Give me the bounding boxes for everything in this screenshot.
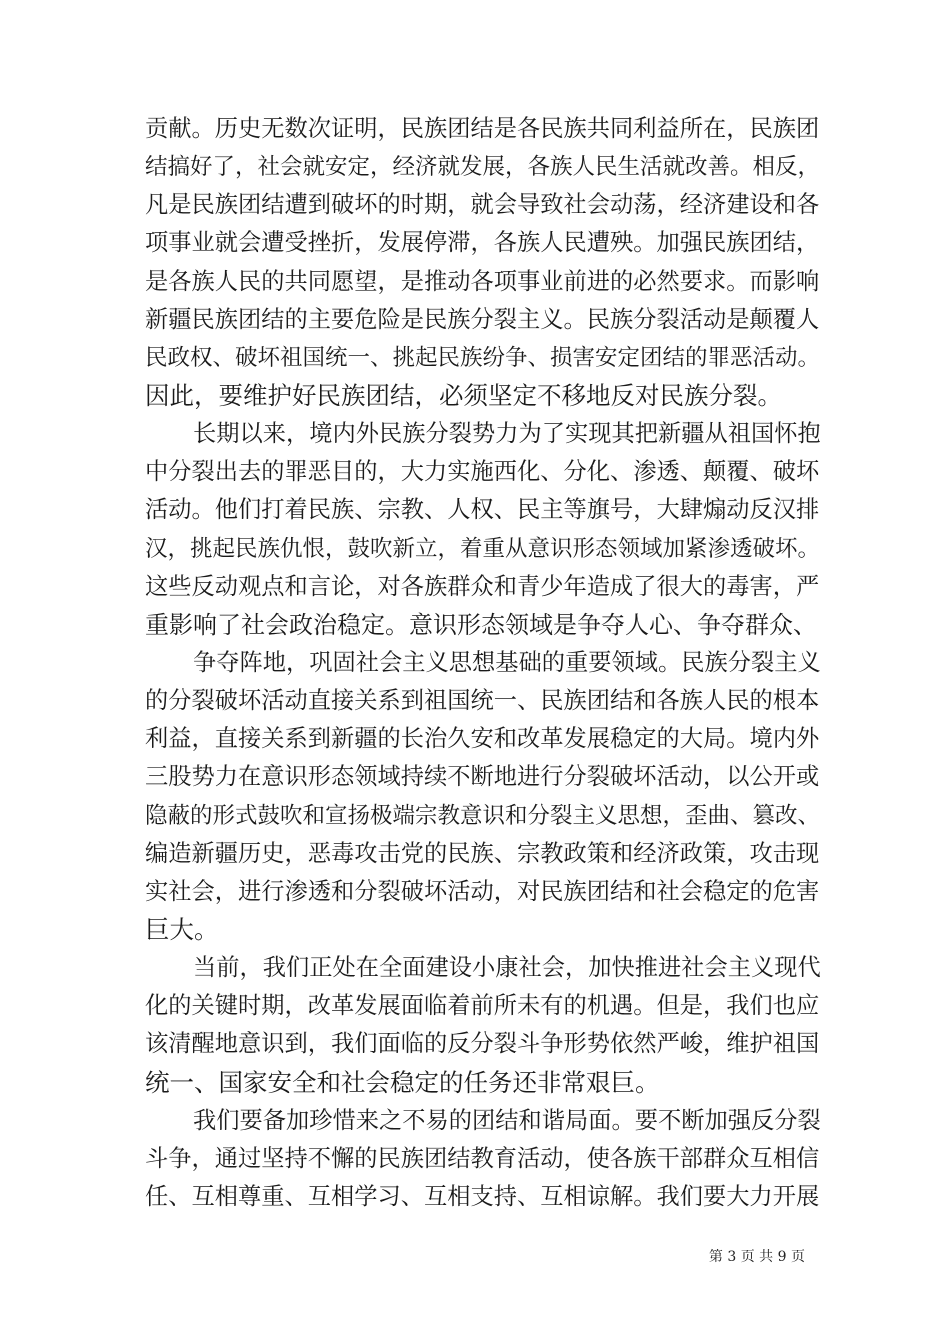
text-line: 编造新疆历史，恶毒攻击党的民族、宗教政策和经济政策，攻击现 xyxy=(145,840,820,867)
text-line: 争夺阵地，巩固社会主义思想基础的重要领域。民族分裂主义 xyxy=(193,649,821,676)
text-line: 该清醒地意识到，我们面临的反分裂斗争形势依然严峻，维护祖国 xyxy=(145,1030,820,1057)
text-line: 长期以来，境内外民族分裂势力为了实现其把新疆从祖国怀抱 xyxy=(193,420,821,447)
text-line: 巨大。 xyxy=(145,915,219,944)
text-line: 统一、国家安全和社会稳定的任务还非常艰巨。 xyxy=(145,1068,660,1097)
text-line: 三股势力在意识形态领域持续不断地进行分裂破坏活动，以公开或 xyxy=(145,763,820,790)
text-line: 这些反动观点和言论，对各族群众和青少年造成了很大的毒害，严 xyxy=(145,573,820,600)
text-line: 中分裂出去的罪恶目的，大力实施西化、分化、渗透、颠覆、破坏 xyxy=(145,458,820,485)
text-line: 斗争，通过坚持不懈的民族团结教育活动，使各族干部群众互相信 xyxy=(145,1145,820,1172)
text-line: 利益，直接关系到新疆的长治久安和改革发展稳定的大局。境内外 xyxy=(145,725,820,752)
text-line: 实社会，进行渗透和分裂破坏活动，对民族团结和社会稳定的危害 xyxy=(145,878,820,905)
text-line: 是各族人民的共同愿望，是推动各项事业前进的必然要求。而影响 xyxy=(145,268,820,295)
text-line: 任、互相尊重、互相学习、互相支持、互相谅解。我们要大力开展 xyxy=(145,1183,820,1210)
text-line: 汉，挑起民族仇恨，鼓吹新立，着重从意识形态领域加紧渗透破坏。 xyxy=(145,536,821,562)
text-line: 隐蔽的形式鼓吹和宣扬极端宗教意识和分裂主义思想，歪曲、篡改、 xyxy=(145,803,821,829)
text-line: 活动。他们打着民族、宗教、人权、民主等旗号，大肆煽动反汉排 xyxy=(145,496,820,523)
text-line: 的分裂破坏活动直接关系到祖国统一、民族团结和各族人民的根本 xyxy=(145,687,820,714)
text-line: 因此，要维护好民族团结，必须坚定不移地反对民族分裂。 xyxy=(145,381,782,410)
text-line: 项事业就会遭受挫折，发展停滞，各族人民遭殃。加强民族团结， xyxy=(145,229,820,256)
text-line: 结搞好了，社会就安定，经济就发展，各族人民生活就改善。相反， xyxy=(145,154,821,180)
text-line: 我们要备加珍惜来之不易的团结和谐局面。要不断加强反分裂 xyxy=(193,1107,821,1134)
text-line: 重影响了社会政治稳定。意识形态领域是争夺人心、争夺群众、 xyxy=(145,611,817,639)
text-line: 新疆民族团结的主要危险是民族分裂主义。民族分裂活动是颠覆人 xyxy=(145,306,820,333)
text-line: 当前，我们正处在全面建设小康社会，加快推进社会主义现代 xyxy=(193,954,821,981)
text-line: 民政权、破坏祖国统一、挑起民族纷争、损害安定团结的罪恶活动。 xyxy=(145,345,821,371)
text-line: 凡是民族团结遭到破坏的时期，就会导致社会动荡，经济建设和各 xyxy=(145,191,820,218)
text-line: 贡献。历史无数次证明，民族团结是各民族共同利益所在，民族团 xyxy=(145,115,820,142)
page-number-footer: 第 3 页 共 9 页 xyxy=(708,1249,805,1265)
text-line: 化的关键时期，改革发展面临着前所未有的机遇。但是，我们也应 xyxy=(145,992,820,1019)
